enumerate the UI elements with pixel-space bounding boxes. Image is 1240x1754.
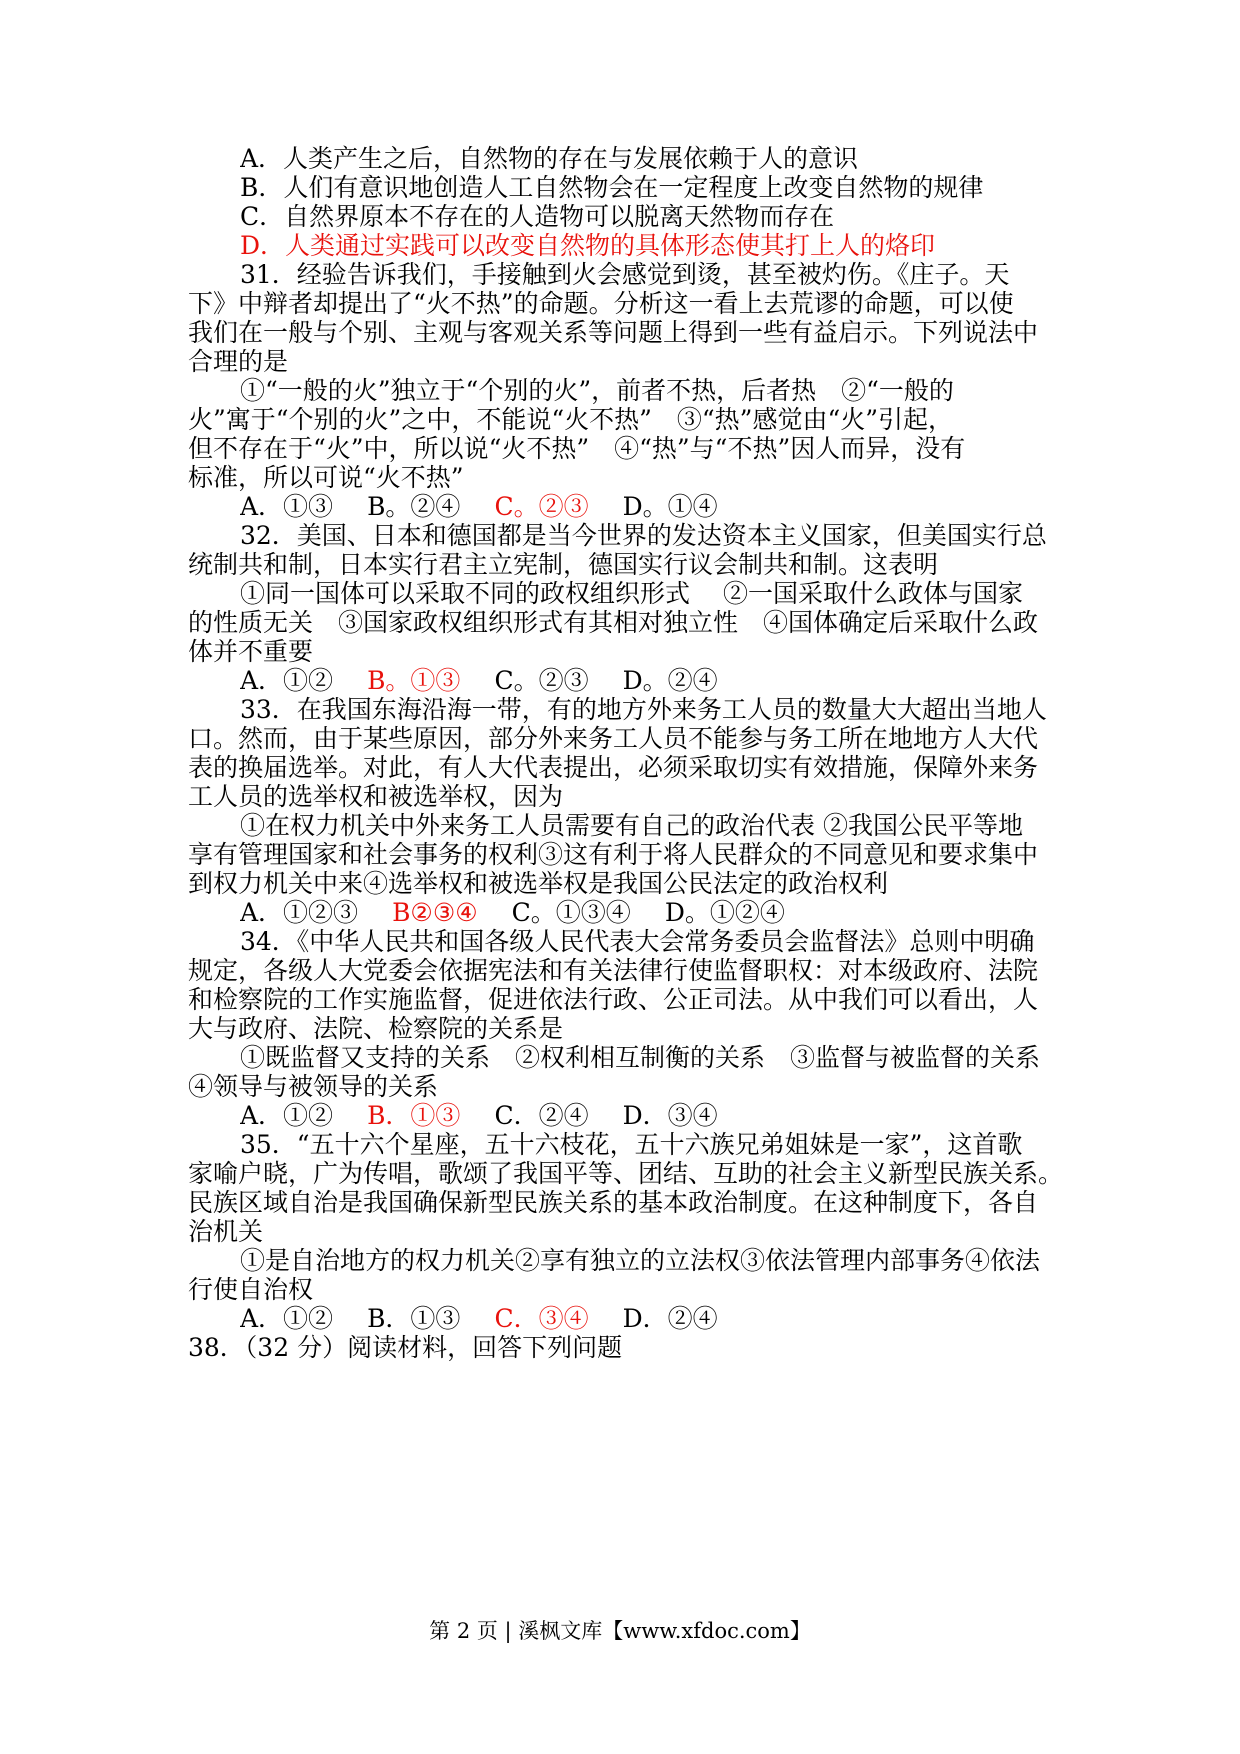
q33-option-a: A．①②③ bbox=[240, 898, 359, 927]
q31-statement-line: ①“一般的火”独立于“个别的火”，前者不热，后者热 ②“一般的 bbox=[240, 376, 954, 405]
q34-option-b-answer: B．①③ bbox=[367, 1101, 461, 1130]
q33-options bbox=[240, 897, 1070, 929]
q31-statement-line: 但不存在于“火”中，所以说“火不热” ④“热”与“不热”因人而异，没有 bbox=[188, 434, 966, 463]
q30-option-a: A．人类产生之后，自然物的存在与发展依赖于人的意识 bbox=[240, 144, 859, 173]
q34-options bbox=[240, 1100, 1070, 1132]
q33-stem-line: 33．在我国东海沿海一带，有的地方外来务工人员的数量大大超出当地人 bbox=[240, 695, 1047, 724]
q34-option-c: C．②④ bbox=[494, 1101, 589, 1130]
q34-statement-line: ①既监督又支持的关系 ②权利相互制衡的关系 ③监督与被监督的关系 bbox=[240, 1043, 1041, 1072]
q30-option-d-answer: D．人类通过实践可以改变自然物的具体形态使其打上人的烙印 bbox=[240, 231, 936, 260]
q32-stem-line: 统制共和制，日本实行君主立宪制，德国实行议会制共和制。这表明 bbox=[188, 550, 939, 579]
q32-option-c: C。②③ bbox=[494, 666, 589, 695]
q38-heading: 38．（32 分）阅读材料，回答下列问题 bbox=[188, 1333, 623, 1362]
q31-stem-line: 31．经验告诉我们，手接触到火会感觉到烫，甚至被灼伤。《庄子。天 bbox=[240, 260, 1010, 289]
q35-options bbox=[240, 1303, 1070, 1335]
page-footer: 第 2 页 | 溪枫文库【www.xfdoc.com】 bbox=[429, 1619, 811, 1643]
q33-statement-line: ①在权力机关中外来务工人员需要有自己的政治代表 ②我国公民平等地 bbox=[240, 811, 1023, 840]
q30-option-b: B．人们有意识地创造人工自然物会在一定程度上改变自然物的规律 bbox=[240, 173, 984, 202]
q31-stem-line: 合理的是 bbox=[188, 347, 289, 376]
q34-stem-line: 和检察院的工作实施监督，促进依法行政、公正司法。从中我们可以看出，人 bbox=[188, 985, 1039, 1014]
q31-statement-line: 火”寓于“个别的火”之中，不能说“火不热” ③“热”感觉由“火”引起， bbox=[188, 405, 954, 434]
q32-statement-line: ①同一国体可以采取不同的政权组织形式 ②一国采取什么政体与国家 bbox=[240, 579, 1023, 608]
q33-stem-line: 工人员的选举权和被选举权，因为 bbox=[188, 782, 564, 811]
q32-option-d: D。②④ bbox=[622, 666, 718, 695]
q30-option-c: C．自然界原本不存在的人造物可以脱离天然物而存在 bbox=[240, 202, 835, 231]
q34-stem-line: 34．《中华人民共和国各级人民代表大会常务委员会监督法》总则中明确 bbox=[240, 927, 1035, 956]
q34-stem-line: 规定，各级人大党委会依据宪法和有关法律行使监督职权：对本级政府、法院 bbox=[188, 956, 1039, 985]
q31-option-c-answer: C。②③ bbox=[494, 492, 589, 521]
q31-option-b: B。②④ bbox=[367, 492, 461, 521]
q32-statement-line: 的性质无关 ③国家政权组织形式有其相对独立性 ④国体确定后采取什么政 bbox=[188, 608, 1039, 637]
q32-options bbox=[240, 665, 1070, 697]
q35-option-b: B．①③ bbox=[367, 1304, 461, 1333]
q31-option-d: D。①④ bbox=[622, 492, 718, 521]
q35-option-a: A．①② bbox=[240, 1304, 334, 1333]
q35-stem-line: 民族区域自治是我国确保新型民族关系的基本政治制度。在这种制度下，各自 bbox=[188, 1188, 1039, 1217]
q34-option-a: A．①② bbox=[240, 1101, 334, 1130]
q33-stem-line: 表的换届选举。对此，有人大代表提出，必须采取切实有效措施，保障外来务 bbox=[188, 753, 1039, 782]
q33-statement-line: 享有管理国家和社会事务的权利③这有利于将人民群众的不同意见和要求集中 bbox=[188, 840, 1039, 869]
q31-option-a: A．①③ bbox=[240, 492, 334, 521]
q32-option-a: A．①② bbox=[240, 666, 334, 695]
q35-statement-line: ①是自治地方的权力机关②享有独立的立法权③依法管理内部事务④依法 bbox=[240, 1246, 1041, 1275]
q33-option-b-answer: B②③④ bbox=[392, 898, 478, 927]
q35-stem-line: 35．“五十六个星座，五十六枝花，五十六族兄弟姐妹是一家”，这首歌 bbox=[240, 1130, 1023, 1159]
q31-stem-line: 下》中辩者却提出了“火不热”的命题。分析这一看上去荒谬的命题，可以使 bbox=[188, 289, 1014, 318]
q32-statement-line: 体并不重要 bbox=[188, 637, 314, 666]
q31-statement-line: 标准，所以可说“火不热” bbox=[188, 463, 464, 492]
q34-stem-line: 大与政府、法院、检察院的关系是 bbox=[188, 1014, 564, 1043]
q35-statement-line: 行使自治权 bbox=[188, 1275, 314, 1304]
q33-stem-line: 口。然而，由于某些原因，部分外来务工人员不能参与务工所在地地方人大代 bbox=[188, 724, 1039, 753]
q32-stem-line: 32．美国、日本和德国都是当今世界的发达资本主义国家，但美国实行总 bbox=[240, 521, 1047, 550]
q35-stem-line: 治机关 bbox=[188, 1217, 264, 1246]
q31-stem-line: 我们在一般与个别、主观与客观关系等问题上得到一些有益启示。下列说法中 bbox=[188, 318, 1039, 347]
q33-statement-line: 到权力机关中来④选举权和被选举权是我国公民法定的政治权利 bbox=[188, 869, 889, 898]
q35-option-d: D．②④ bbox=[622, 1304, 718, 1333]
q34-option-d: D．③④ bbox=[622, 1101, 718, 1130]
q35-option-c-answer: C．③④ bbox=[494, 1304, 589, 1333]
q35-stem-line: 家喻户晓，广为传唱，歌颂了我国平等、团结、互助的社会主义新型民族关系。 bbox=[188, 1159, 1064, 1188]
q34-statement-line: ④领导与被领导的关系 bbox=[188, 1072, 439, 1101]
q33-option-c: C。①③④ bbox=[511, 898, 631, 927]
q33-option-d: D。①②④ bbox=[664, 898, 785, 927]
q32-option-b-answer: B。①③ bbox=[367, 666, 461, 695]
q31-options bbox=[240, 491, 1070, 523]
